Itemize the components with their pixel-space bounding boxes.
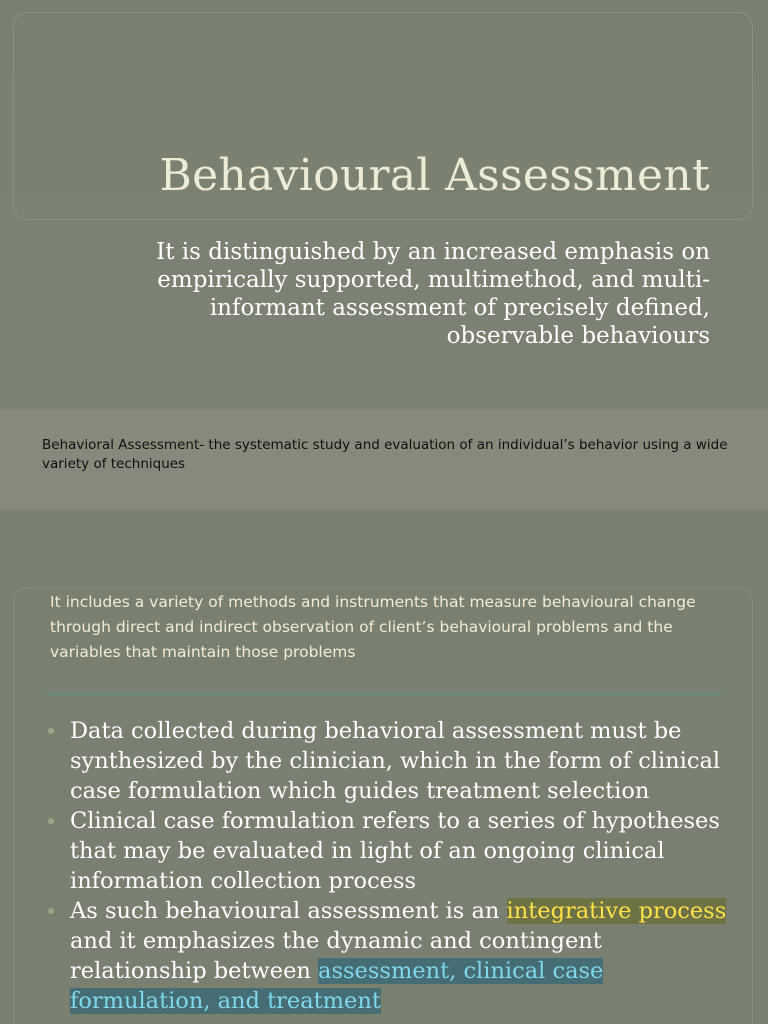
bullet-dot-icon (48, 728, 54, 734)
bullet-text: As such behavioural assessment is an (70, 898, 507, 924)
highlight-integrative-process: integrative process (506, 898, 727, 924)
bullet-item (48, 806, 738, 896)
bullet-text: Data collected during behavioral assessment must be synthesized by the clinician, which in the form of clinical case formulation which guides treatment selection (70, 718, 721, 804)
bullet-text: Clinical case formulation refers to a series of hypotheses that may be evaluated in light of an ongoing clinical information collection process (70, 808, 720, 894)
bullet-dot-icon (48, 818, 54, 824)
bullet-list (48, 716, 738, 1016)
slide-subtitle: It is distinguished by an increased emphasis on empirically supported, multimethod, and multi-informant assessment of precisely defined, observable behaviours (156, 239, 710, 349)
divider-line (46, 693, 722, 695)
bullet-text: and it emphasizes the dynamic and contingent relationship between (70, 928, 602, 984)
intro-text: It includes a variety of methods and instruments that measure behavioural change through direct and indirect observation of client’s behavioural problems and the variables that maintain those problems (50, 593, 696, 661)
bullet-dot-icon (48, 908, 54, 914)
bullet-item (48, 896, 738, 1016)
highlight-assessment: assessment, clinical case formulation, and treatment (70, 958, 604, 1014)
bullet-item (48, 716, 738, 806)
slide-title: Behavioural Assessment (159, 150, 710, 201)
definition-text: Behavioral Assessment- the systematic study and evaluation of an individual’s behavior using a wide variety of techniques (42, 437, 728, 472)
